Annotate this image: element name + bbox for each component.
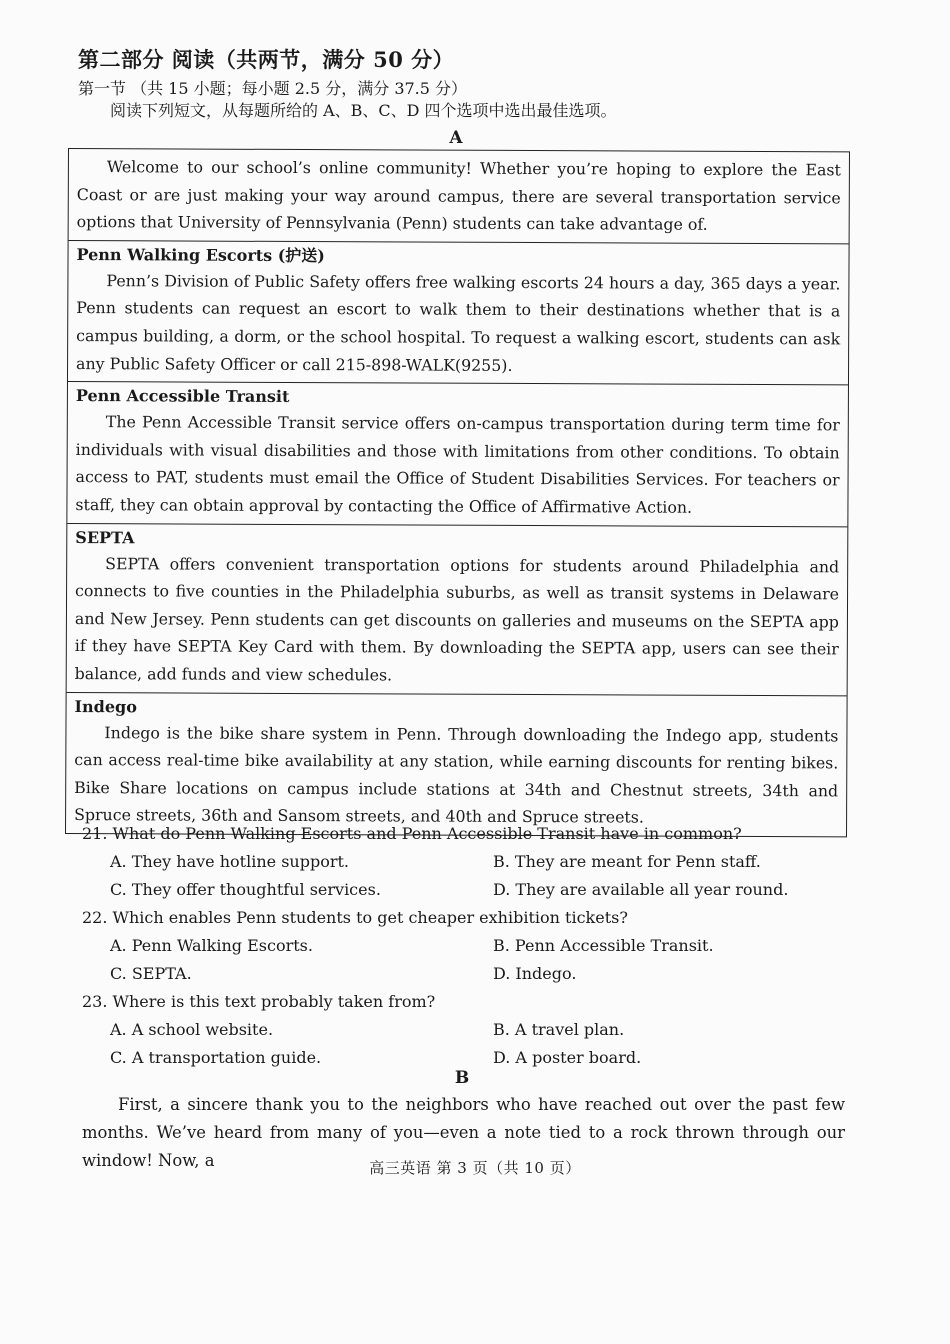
question-stem: 21. What do Penn Walking Escorts and Penn Accessible Transit have in common? [82,824,742,843]
question-21 [82,820,852,904]
option-b: B. Penn Accessible Transit. [493,936,714,955]
section-accessible-transit [67,382,848,527]
passage-a-intro: Welcome to our school’s online community! Whether you’re hoping to explore the East Coast or are just making your way around campus, there are several transportation service options that University of Pennsylvania (Penn) students can take advantage of. [76,157,841,234]
passage-a-intro-section [69,149,849,244]
question-stem: 23. Where is this text probably taken from? [82,992,436,1011]
option-c: C. SEPTA. [110,964,192,983]
question-stem: 22. Which enables Penn students to get cheaper exhibition tickets? [82,908,628,927]
option-b: B. They are meant for Penn staff. [493,852,761,871]
option-b: B. A travel plan. [493,1020,625,1039]
section-septa [67,524,848,696]
option-c: C. They offer thoughtful services. [110,880,381,899]
instructions: 阅读下列短文，从每题所给的 A、B、C、D 四个选项中选出最佳选项。 [110,101,617,120]
option-d: D. They are available all year round. [493,880,789,899]
section-body: The Penn Accessible Transit service offers on-campus transportation during term time for individuals with visual disabilities and those with limitations from other conditions. To obtain access to PAT, students must email the Office of Student Disabilities Services. For teachers or staff, they can obtain approval by contacting the Office of Affirmative Action. [75,412,840,517]
option-d: D. A poster board. [493,1048,642,1067]
part-title: 第二部分 阅读（共两节，满分 50 分） [78,47,455,72]
passage-a-box [65,148,850,837]
section-body: Indego is the bike share system in Penn. Through downloading the Indego app, students can access real-time bike availability at any station, while earning discounts for renting bikes. Bike Share locations on campus include stations at 34th and Chestnut streets, 34th and Spruce streets, 36th and Sansom streets, and 40th and Spruce streets. [74,722,839,827]
option-a: A. A school website. [110,1020,274,1039]
option-a: A. Penn Walking Escorts. [110,936,313,955]
section-heading: SEPTA [75,527,135,547]
questions-list [82,820,852,1072]
section-indego [66,692,847,836]
section-heading: Penn Accessible Transit [75,386,290,407]
passage-b-letter: B [454,1068,470,1088]
question-23 [82,988,852,1072]
option-c: C. A transportation guide. [110,1048,322,1067]
question-options [82,932,852,988]
passage-b-text: First, a sincere thank you to the neighbors who have reached out over the past few months. We’ve heard from many of you—even a note tied to a rock thrown through our window! Now, a [82,1095,845,1170]
section-body: Penn’s Division of Public Safety offers free walking escorts 24 hours a day, 365 days a year. Penn students can request an escort to walk them to their destinations whether that is a campus building, a dorm, or the school hospital. To request a walking escort, students can ask any Public Safety Officer or call 215-898-WALK(9255). [76,270,841,375]
passage-a-letter: A [449,128,463,148]
question-22 [82,904,852,988]
section-heading: Penn Walking Escorts (护送) [76,244,325,265]
section-title: 第一节 （共 15 小题；每小题 2.5 分，满分 37.5 分） [78,79,468,98]
page-footer: 高三英语 第 3 页（共 10 页） [369,1159,581,1177]
option-a: A. They have hotline support. [110,852,349,871]
option-d: D. Indego. [493,964,577,983]
question-options [82,848,852,904]
section-heading: Indego [74,696,137,716]
section-walking-escorts [68,241,849,386]
question-options [82,1016,852,1072]
section-body: SEPTA offers convenient transportation options for students around Philadelphia and connects to five counties in the Philadelphia suburbs, as well as transit systems in Delaware and New Jersey. Penn students can get discounts on galleries and museums on the SEPTA app if they have SEPTA Key Card with them. By downloading the SEPTA app, users can see their balance, add funds and view schedules. [74,553,840,685]
